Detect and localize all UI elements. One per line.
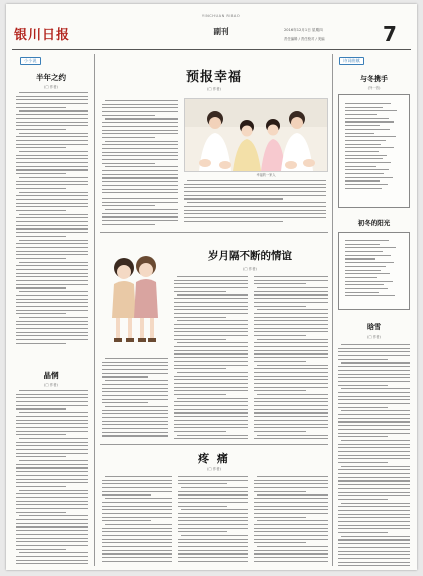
main-article-body-3b: [178, 476, 248, 564]
main-article-byline-2: (□ 作者): [243, 267, 257, 271]
masthead-subtitle: YINCHUAN RIBAO: [201, 14, 241, 18]
family-photo-illustration: [185, 99, 327, 171]
article-title-2: 晶惘: [43, 371, 59, 380]
column-divider-left: [94, 54, 95, 566]
masthead-rule: [12, 49, 411, 50]
main-article-body-1b: [184, 180, 326, 224]
article-body-1: [16, 92, 88, 364]
main-article-title-2: 岁月隔不断的情谊: [208, 250, 292, 262]
main-article-body-1c: [102, 198, 178, 232]
main-article-body-1a: [102, 100, 178, 196]
main-article-body-2a: [174, 276, 248, 440]
main-article-body-3a: [102, 476, 172, 564]
masthead-center: [176, 14, 266, 37]
main-article-body-2b: [254, 276, 328, 440]
poem-body-1: [345, 103, 403, 192]
girls-illustration-art: [102, 242, 168, 352]
girls-illustration: [102, 242, 168, 352]
right-column-tag: 诗词曲赋: [339, 57, 364, 65]
left-column-tag: 小小说: [20, 57, 41, 65]
article-title-1: 半年之约: [36, 73, 66, 82]
poem-title-2: 初冬的阳光: [357, 219, 391, 227]
poem-title-1: 与冬携手: [360, 74, 388, 83]
poem-body-3: [338, 344, 410, 566]
issue-date: 2016年12月1日 星期四: [284, 28, 323, 32]
article-byline-1: (□ 作者): [44, 85, 58, 89]
section-rule-2: [100, 444, 328, 445]
poem-title-3: 晗雪: [367, 322, 381, 331]
main-article-title-3: 疼 痛: [198, 452, 230, 465]
section-rule-1: [100, 232, 328, 233]
main-article-byline-1: (□ 作者): [207, 87, 221, 91]
main-article-byline-3: (□ 作者): [207, 467, 221, 471]
masthead: [6, 4, 417, 46]
poem-box-2: [338, 232, 410, 310]
article-body-2: [16, 390, 88, 566]
poem-body-2: [345, 240, 403, 299]
editor-credits: 责任编辑 / 责任校对 / 美编: [284, 37, 325, 41]
main-article-body-3c: [254, 476, 328, 564]
column-divider-right: [332, 54, 333, 566]
poem-byline-1: (外一首): [367, 86, 381, 90]
article-byline-2: (□ 作者): [44, 383, 58, 387]
poem-byline-3: (□ 作者): [367, 335, 381, 339]
photo-caption: 幸福的一家人: [256, 173, 276, 177]
main-article-body-2c: [102, 358, 168, 440]
main-article-title-1: 预报幸福: [185, 70, 242, 85]
poem-box-1: [338, 94, 410, 208]
newspaper-logo: 银川日报: [14, 28, 71, 43]
section-name: 副刊: [213, 27, 229, 36]
newspaper-page: [6, 4, 417, 570]
page-number: 7: [383, 22, 397, 46]
family-photo: [184, 98, 328, 172]
